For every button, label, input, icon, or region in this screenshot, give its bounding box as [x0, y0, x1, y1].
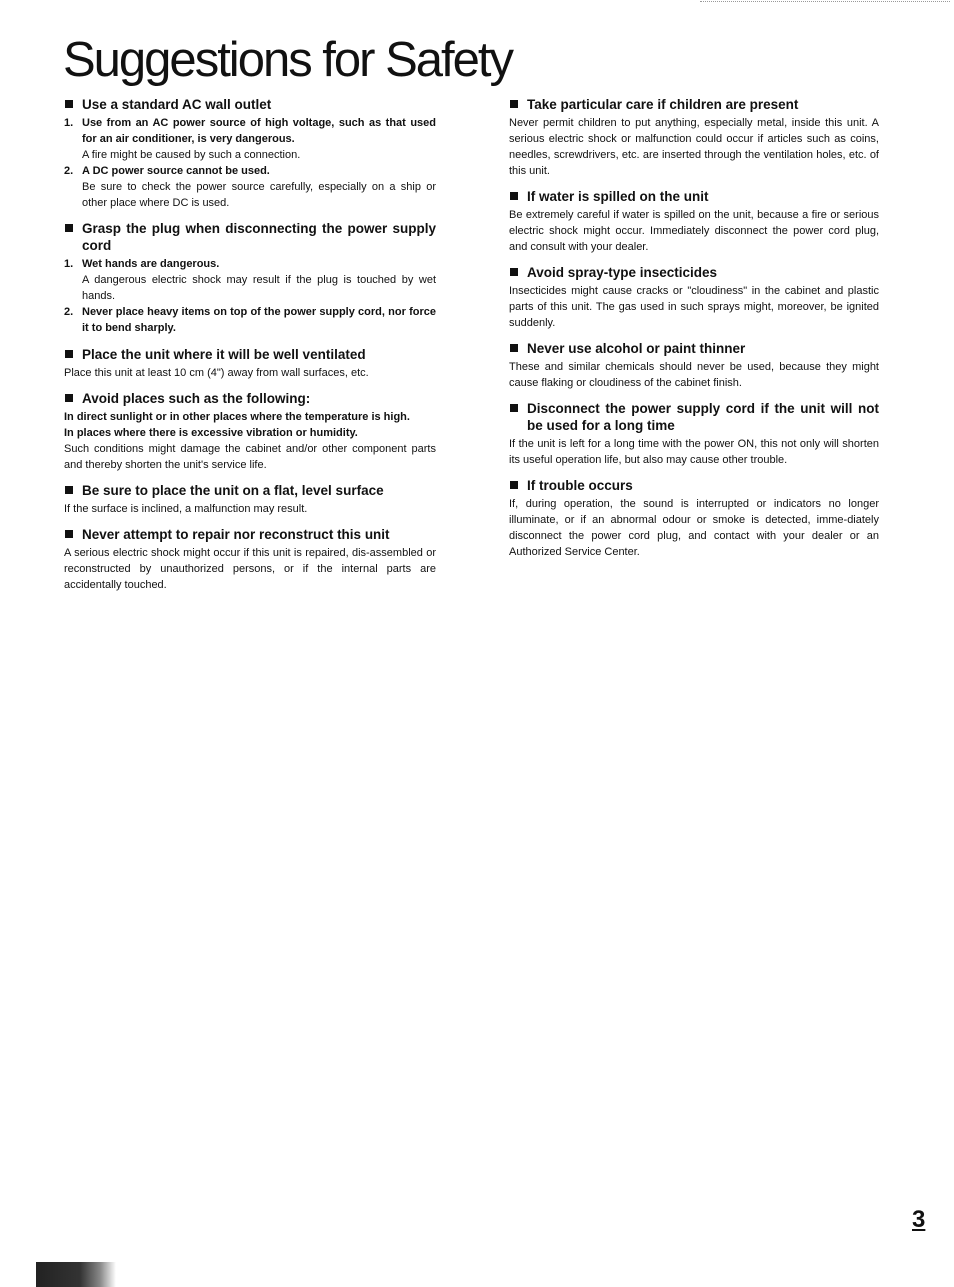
square-bullet-icon [510, 268, 518, 276]
warning-line: In places where there is excessive vibration or humidity. [64, 427, 358, 439]
section-body: A serious electric shock might occur if this unit is repaired, dis-assembled or reconstructed by unauthorized persons, or if the internal parts are accidentally touched. [64, 547, 436, 591]
square-bullet-icon [510, 192, 518, 200]
section-heading: Place the unit where it will be well ventilated [64, 346, 436, 363]
section-body: Such conditions might damage the cabinet and/or other component parts and thereby shorten the unit's service life. [64, 443, 436, 471]
warning-line: In direct sunlight or in other places where the temperature is high. [64, 411, 410, 423]
section-heading: Disconnect the power supply cord if the unit will not be used for a long time [509, 400, 879, 434]
square-bullet-icon [65, 350, 73, 358]
right-column [509, 96, 879, 569]
square-bullet-icon [510, 481, 518, 489]
item-title: Wet hands are dangerous. [82, 258, 220, 270]
section-water-spilled [509, 188, 879, 255]
section-standard-ac-outlet [64, 96, 436, 211]
section-ventilation [64, 346, 436, 381]
section-body: Be extremely careful if water is spilled on the unit, because a fire or serious electric shock might occur. Immediately disconnect the power cord plug, and consult with your dealer. [509, 209, 879, 253]
page-title: Suggestions for Safety [63, 33, 513, 87]
section-disconnect-long-time [509, 400, 879, 468]
section-level-surface [64, 482, 436, 517]
section-heading: Avoid spray-type insecticides [509, 264, 879, 281]
list-item [64, 256, 436, 304]
square-bullet-icon [510, 100, 518, 108]
square-bullet-icon [65, 224, 73, 232]
page-number: 3 [912, 1206, 926, 1233]
section-grasp-plug [64, 220, 436, 336]
square-bullet-icon [510, 404, 518, 412]
item-title: A DC power source cannot be used. [82, 165, 270, 177]
section-heading: If trouble occurs [509, 477, 879, 494]
item-number: 1. [64, 117, 74, 129]
list-item [64, 163, 436, 211]
section-heading: Never attempt to repair nor reconstruct this unit [64, 526, 436, 543]
section-heading: Use a standard AC wall outlet [64, 96, 436, 113]
square-bullet-icon [65, 486, 73, 494]
item-description: A fire might be caused by such a connection. [82, 149, 301, 161]
section-body: Never permit children to put anything, especially metal, inside this unit. A serious electric shock or malfunction could occur if articles such as coins, needles, screwdrivers, etc. are inserted through the ventilation holes, etc. of this unit. [509, 117, 879, 177]
section-body: If the surface is inclined, a malfunction may result. [64, 503, 308, 515]
section-children [509, 96, 879, 179]
section-heading: Never use alcohol or paint thinner [509, 340, 879, 357]
section-trouble [509, 477, 879, 560]
section-avoid-places [64, 390, 436, 473]
item-number: 1. [64, 258, 74, 270]
square-bullet-icon [65, 530, 73, 538]
section-body: These and similar chemicals should never be used, because they might cause flaking or cloudiness of the cabinet finish. [509, 361, 879, 389]
section-heading: Grasp the plug when disconnecting the power supply cord [64, 220, 436, 254]
list-item [64, 115, 436, 163]
section-body: Place this unit at least 10 cm (4") away from wall surfaces, etc. [64, 367, 369, 379]
scan-corner-mark [36, 1262, 116, 1287]
square-bullet-icon [510, 344, 518, 352]
section-insecticides [509, 264, 879, 331]
square-bullet-icon [65, 394, 73, 402]
item-number: 2. [64, 306, 74, 318]
section-alcohol-thinner [509, 340, 879, 391]
item-number: 2. [64, 165, 74, 177]
item-title: Never place heavy items on top of the power supply cord, nor force it to bend sharply. [82, 306, 436, 334]
list-item [64, 304, 436, 336]
item-description: A dangerous electric shock may result if the plug is touched by wet hands. [82, 274, 436, 302]
section-body: If the unit is left for a long time with the power ON, this not only will shorten its useful operation life, but also may cause other trouble. [509, 438, 879, 466]
left-column [64, 96, 436, 602]
section-heading: Take particular care if children are present [509, 96, 879, 113]
section-body: If, during operation, the sound is interrupted or indicators no longer illuminate, or if an abnormal odour or smoke is detected, imme-diately disconnect the power cord plug, and contact with your dealer or an Authorized Service Center. [509, 498, 879, 558]
top-edge-rule [700, 1, 950, 3]
square-bullet-icon [65, 100, 73, 108]
section-heading: If water is spilled on the unit [509, 188, 879, 205]
item-title: Use from an AC power source of high voltage, such as that used for an air conditioner, is very dangerous. [82, 117, 436, 145]
section-heading: Be sure to place the unit on a flat, level surface [64, 482, 436, 499]
section-body: Insecticides might cause cracks or "cloudiness" in the cabinet and plastic parts of this unit. The gas used in such sprays might, moreover, be ignited suddenly. [509, 285, 879, 329]
section-heading: Avoid places such as the following: [64, 390, 436, 407]
section-never-repair [64, 526, 436, 593]
item-description: Be sure to check the power source carefully, especially on a ship or other place where DC is used. [82, 181, 436, 209]
